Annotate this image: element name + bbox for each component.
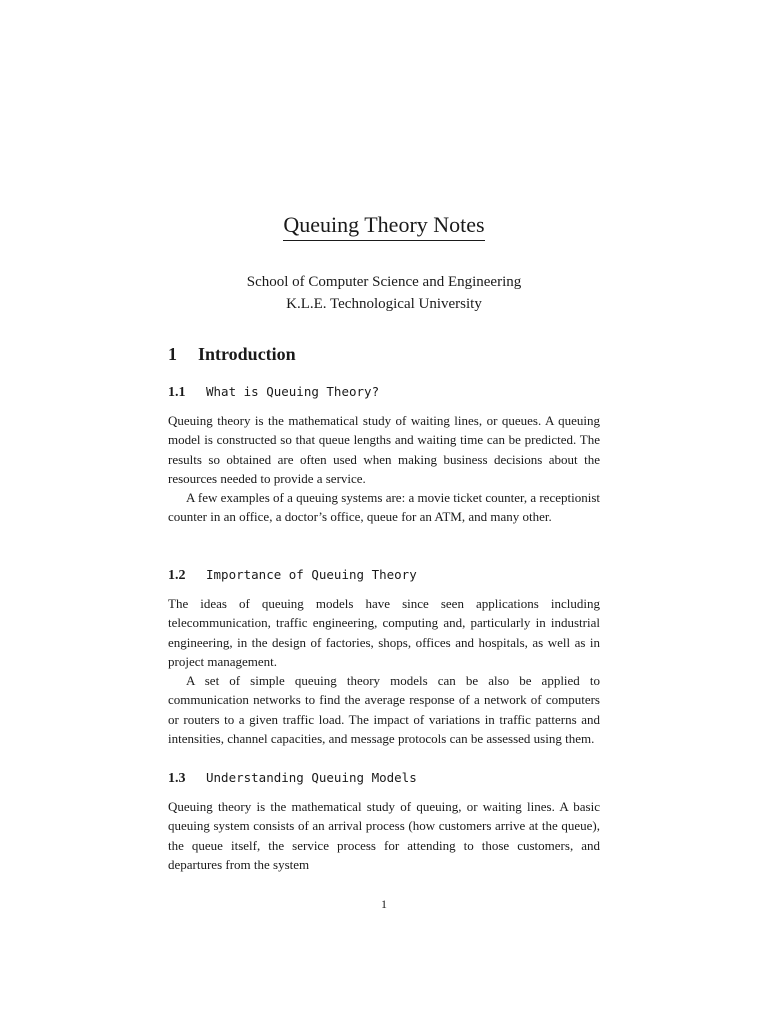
subsection-heading-understanding: [168, 770, 417, 787]
subsection-number: 1.1: [168, 385, 186, 400]
paragraph-1-2-b: A set of simple queuing theory models can be also be applied to communication networks to find the average response of a network of computers or routers to a given traffic load. The impact of variations in traffic patterns and intensities, channel capacities, and message protocols can be assessed using them.: [168, 673, 600, 746]
subsection-title: Importance of Queuing Theory: [206, 567, 417, 582]
subsection-heading-what-is: [168, 384, 379, 401]
section-number: 1: [168, 344, 177, 364]
subsection-number: 1.2: [168, 568, 186, 583]
subsection-heading-importance: [168, 567, 417, 584]
page-number: 1: [381, 897, 387, 911]
document-title: Queuing Theory Notes: [0, 212, 768, 241]
subsection-number: 1.3: [168, 771, 186, 786]
affiliation-school: School of Computer Science and Engineering: [246, 274, 522, 290]
section-heading-introduction: [168, 344, 296, 365]
affiliation-university: K.L.E. Technological University: [286, 296, 482, 312]
paragraph-1-1-b: A few examples of a queuing systems are: a movie ticket counter, a receptionist counter in an office, a doctor’s office, queue for an ATM, and many other.: [168, 490, 600, 525]
paragraph-1-2-a: The ideas of queuing models have since seen applications including telecommunication, traffic engineering, computing and, particularly in industrial engineering, in the design of factories, shops, offices and hospitals, as well as in project management.: [168, 596, 600, 669]
paragraph-1-3-a: Queuing theory is the mathematical study of queuing, or waiting lines. A basic queuing system consists of an arrival process (how customers arrive at the queue), the queue itself, the service process for attending to those customers, and departures from the system: [168, 799, 600, 872]
paragraph-1-1-a: Queuing theory is the mathematical study of waiting lines, or queues. A queuing model is constructed so that queue lengths and waiting time can be predicted. The results so obtained are often used when making business decisions about the resources needed to provide a service.: [168, 413, 600, 486]
section-title: Introduction: [198, 344, 296, 364]
subsection-title: What is Queuing Theory?: [206, 384, 380, 399]
subsection-title: Understanding Queuing Models: [206, 770, 417, 785]
affiliation: [0, 271, 768, 315]
